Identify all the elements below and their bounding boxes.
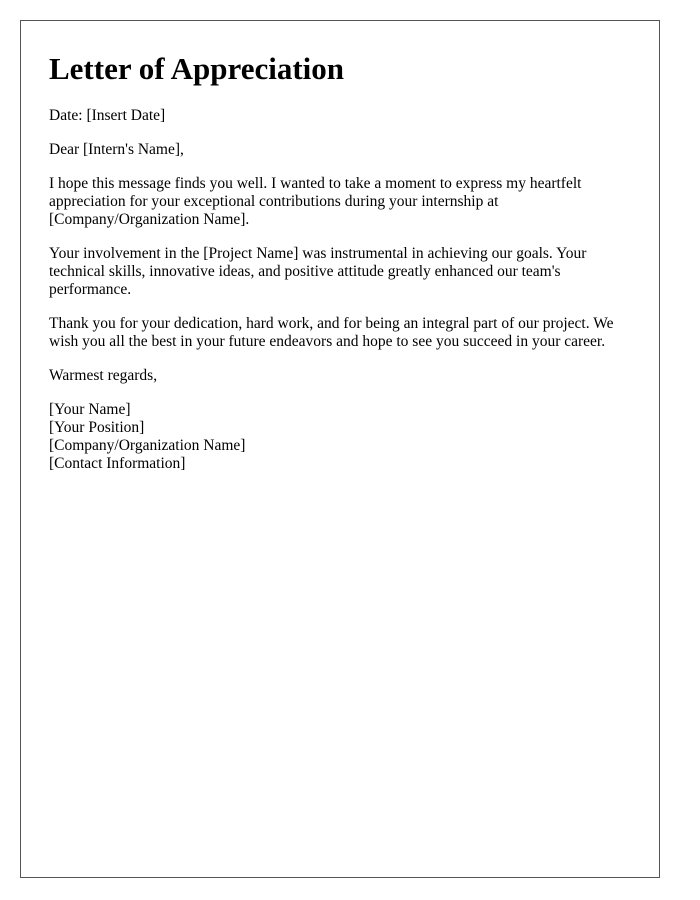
signature-block [49,401,639,473]
closing: Warmest regards, [49,367,158,384]
signature-company: [Company/Organization Name] [49,437,246,454]
date-line: Date: [Insert Date] [49,107,166,124]
body-paragraph-intro: I hope this message finds you well. I wanted to take a moment to express my heartfelt appreciation for your exceptional contributions during your internship at [Company/Organization Name]. [49,175,582,228]
signature-contact: [Contact Information] [49,455,186,472]
letter-page [20,20,660,878]
letter-title: Letter of Appreciation [49,51,345,86]
letter-content [49,51,639,473]
body-paragraph-thanks: Thank you for your dedication, hard work, and for being an integral part of our project. We wish you all the best in your future endeavors and hope to see you succeed in your career. [49,315,614,350]
salutation: Dear [Intern's Name], [49,141,184,158]
body-paragraph-project: Your involvement in the [Project Name] was instrumental in achieving our goals. Your technical skills, innovative ideas, and positive attitude greatly enhanced our team's performance. [49,245,587,298]
signature-position: [Your Position] [49,419,145,436]
signature-name: [Your Name] [49,401,131,418]
